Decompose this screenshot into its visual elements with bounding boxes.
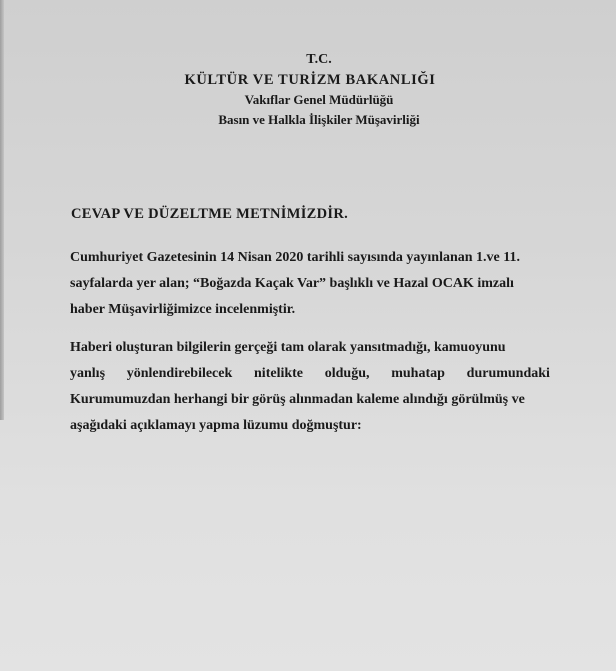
- letterhead-ministry: KÜLTÜR VE TURİZM BAKANLIĞI: [184, 72, 436, 88]
- paragraph-1-line-2: sayfalarda yer alan; “Boğazda Kaçak Var” başlıklı ve Hazal OCAK imzalı: [70, 276, 514, 291]
- document-title: CEVAP VE DÜZELTME METNİMİZDİR.: [71, 206, 349, 222]
- word: nitelikte: [254, 366, 304, 381]
- word: durumundaki: [466, 366, 550, 381]
- letterhead-office: Basın ve Halkla İlişkiler Müşavirliği: [218, 112, 420, 127]
- word: muhatap: [391, 366, 445, 381]
- paragraph-2-line-4: aşağıdaki açıklamayı yapma lüzumu doğmuştur:: [70, 418, 362, 433]
- paragraph-1-line-3: haber Müşavirliğimizce incelenmiştir.: [70, 302, 296, 317]
- letterhead-tc: T.C.: [306, 52, 332, 67]
- paragraph-1: [70, 245, 550, 323]
- word: yönlendirebilecek: [126, 366, 233, 381]
- paragraph-2-line-1: Haberi oluşturan bilgilerin gerçeği tam olarak yansıtmadığı, kamuoyunu: [70, 340, 506, 355]
- letterhead-directorate: Vakıflar Genel Müdürlüğü: [244, 92, 394, 107]
- word: olduğu,: [324, 366, 370, 381]
- paragraph-1-line-1: Cumhuriyet Gazetesinin 14 Nisan 2020 tarihli sayısında yayınlanan 1.ve 11.: [70, 250, 520, 265]
- paragraph-2-line-2: [70, 361, 550, 387]
- word: yanlış: [70, 366, 106, 381]
- paragraph-2: [70, 335, 550, 439]
- paragraph-2-line-3: Kurumumuzdan herhangi bir görüş alınmadan kaleme alındığı görülmüş ve: [70, 392, 525, 407]
- letterhead: [0, 50, 616, 130]
